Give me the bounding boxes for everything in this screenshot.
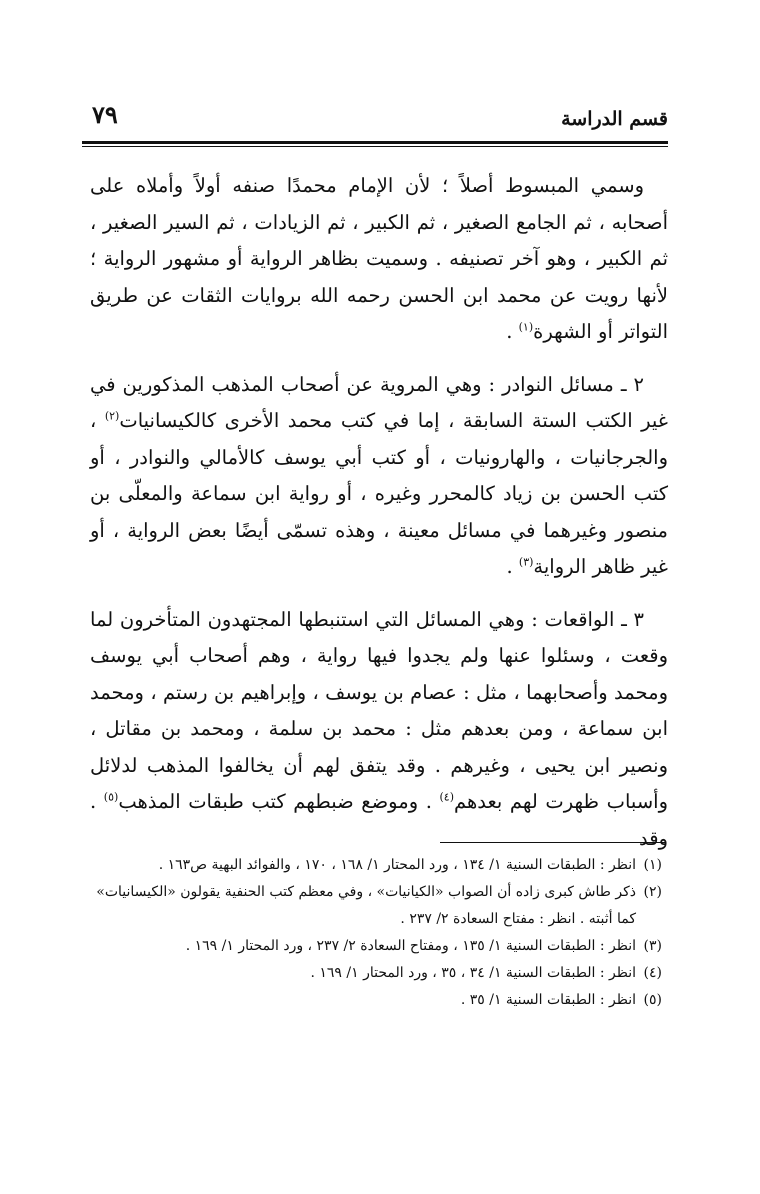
paragraph-3: ٣ ـ الواقعات : وهي المسائل التي استنبطها المجتهدون المتأخرون لما وقعت ، وسئلوا عنها ولم يجدوا فيها رواية ، وهم أصحاب أبي يوسف ومحمد وأصحابهما ، مثل : عصام بن يوسف ، وإبراهيم بن رستم ، ومحمد ابن سماعة ، ومن بعدهم مثل : محمد بن سلمة ، ومحمد بن مقاتل ، ونصير ابن يحيى ، وغيرهم . وقد يتفق لهم أن يخالفوا المذهب لدلائل وأسباب ظهرت لهم بعدهم$^{(٤)}$ . وموضع ضبطهم كتب طبقات المذهب$^{(٥)}$ . وقد <box>90 607 668 850</box>
footnote-ref-2: (٢) <box>104 409 120 423</box>
footnote-1: (١)انظر : الطبقات السنية ١/ ١٣٤ ، ورد المحتار ١/ ١٦٨ ، ١٧٠ ، والفوائد البهية ص١٦٣ . <box>96 852 668 879</box>
footnote-number: (٤) <box>643 965 662 981</box>
footnote-ref-4: (٤) <box>439 790 455 804</box>
footnote-number: (٣) <box>643 938 662 954</box>
footnote-ref-1: (١) <box>518 320 534 334</box>
page-number: ٧٩ <box>92 100 118 129</box>
footnotes <box>96 852 668 1014</box>
header-rule-thin <box>82 146 668 147</box>
footnote-4: (٤)انظر : الطبقات السنية ١/ ٣٤ ، ٣٥ ، ورد المحتار ١/ ١٦٩ . <box>96 960 668 987</box>
paragraph-1: وسمي المبسوط أصلاً ؛ لأن الإمام محمدًا صنفه أولاً وأملاه على أصحابه ، ثم الجامع الصغير ، ثم الكبير ، ثم الزيادات ، ثم السير الصغير ، ثم الكبير ، وهو آخر تصنيفه . وسميت بظاهر الرواية أو مشهور الرواية ؛ لأنها رويت عن محمد ابن الحسن رحمه الله بروايات الثقات عن طريق التواتر أو الشهرة$^{(١)}$ . <box>90 174 668 343</box>
footnote-number: (١) <box>643 857 662 873</box>
main-text <box>90 168 668 873</box>
footnote-2: (٢)ذكر طاش كبرى زاده أن الصواب «الكيانيات» ، وفي معظم كتب الحنفية يقولون «الكيسانيات» <box>96 879 668 906</box>
footnote-number: (٥) <box>643 992 662 1008</box>
running-header <box>82 98 668 134</box>
header-rule-thick <box>82 141 668 144</box>
footnote-2-continuation: كما أثبته . انظر : مفتاح السعادة ٢/ ٢٣٧ . <box>400 911 636 927</box>
footnote-number: (٢) <box>643 884 662 900</box>
footnote-3: (٣)انظر : الطبقات السنية ١/ ١٣٥ ، ومفتاح السعادة ٢/ ٢٣٧ ، ورد المحتار ١/ ١٦٩ . <box>96 933 668 960</box>
footnote-5: (٥)انظر : الطبقات السنية ١/ ٣٥ . <box>96 987 668 1014</box>
section-title: قسم الدراسة <box>561 108 668 130</box>
paragraph-2: ٢ ـ مسائل النوادر : وهي المروية عن أصحاب المذهب المذكورين في غير الكتب الستة السابقة ، إما في كتب محمد الأخرى كالكيسانيات$^{(٢)}$ ، والجرجانيات ، والهارونيات ، أو كتب أبي يوسف كالأمالي والنوادر ، أو كتب الحسن بن زياد كالمحرر وغيره ، أو رواية ابن سماعة والمعلّى بن منصور وغيرهما في مسائل معينة ، وهذه تسمّى أيضًا بعض الرواية ، أو غير ظاهر الرواية$^{(٣)}$ . <box>90 372 669 578</box>
footnote-ref-3: (٣) <box>518 555 534 569</box>
footnote-separator <box>440 842 666 843</box>
footnote-ref-5: (٥) <box>103 790 119 804</box>
